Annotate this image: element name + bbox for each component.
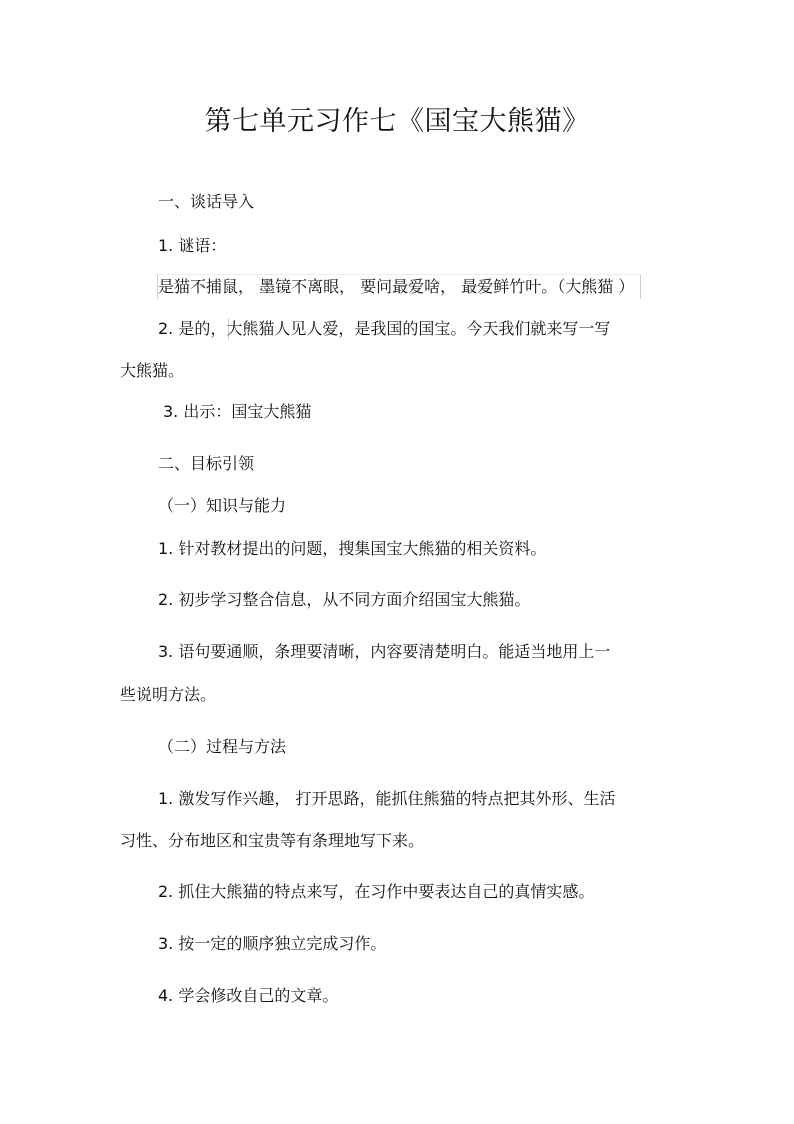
list-item-show-title: 3. 出示：国宝大熊猫 bbox=[163, 402, 312, 421]
riddle-text: 是猫不捕鼠， 墨镜不离眼， 要问最爱啥， 最爱鲜竹叶。（大熊猫 ） bbox=[157, 274, 641, 299]
list-item: 3. 按一定的顺序独立完成习作。 bbox=[158, 934, 387, 953]
subsection-heading-process: （二）过程与方法 bbox=[158, 737, 287, 756]
list-item: 2. 初步学习整合信息，从不同方面介绍国宝大熊猫。 bbox=[158, 590, 531, 609]
section-heading-goals: 二、目标引领 bbox=[158, 454, 255, 473]
subsection-heading-knowledge: （一）知识与能力 bbox=[158, 496, 287, 515]
paragraph-line: 些说明方法。 bbox=[120, 685, 217, 704]
paragraph-line: 习性、分布地区和宝贵等有条理地写下来。 bbox=[120, 831, 425, 850]
list-item: 2. 抓住大熊猫的特点来写，在习作中要表达自己的真情实感。 bbox=[158, 882, 595, 901]
list-item: 3. 语句要通顺，条理要清晰，内容要清楚明白。能适当地用上一 bbox=[158, 642, 611, 661]
list-item-riddle-label: 1. 谜语： bbox=[158, 236, 227, 255]
paragraph-line: 大熊猫。 bbox=[120, 361, 185, 380]
page-title: 第七单元习作七《国宝大熊猫》 bbox=[204, 106, 590, 137]
section-heading-intro: 一、谈话导入 bbox=[158, 192, 255, 211]
list-item: 4. 学会修改自己的文章。 bbox=[158, 986, 339, 1005]
list-item: 1. 针对教材提出的问题，搜集国宝大熊猫的相关资料。 bbox=[158, 539, 547, 558]
list-item: 1. 激发写作兴趣， 打开思路，能抓住熊猫的特点把其外形、生活 bbox=[158, 789, 616, 808]
paragraph-line: 2. 是的，大熊猫人见人爱，是我国的国宝。今天我们就来写一写 bbox=[158, 319, 611, 338]
